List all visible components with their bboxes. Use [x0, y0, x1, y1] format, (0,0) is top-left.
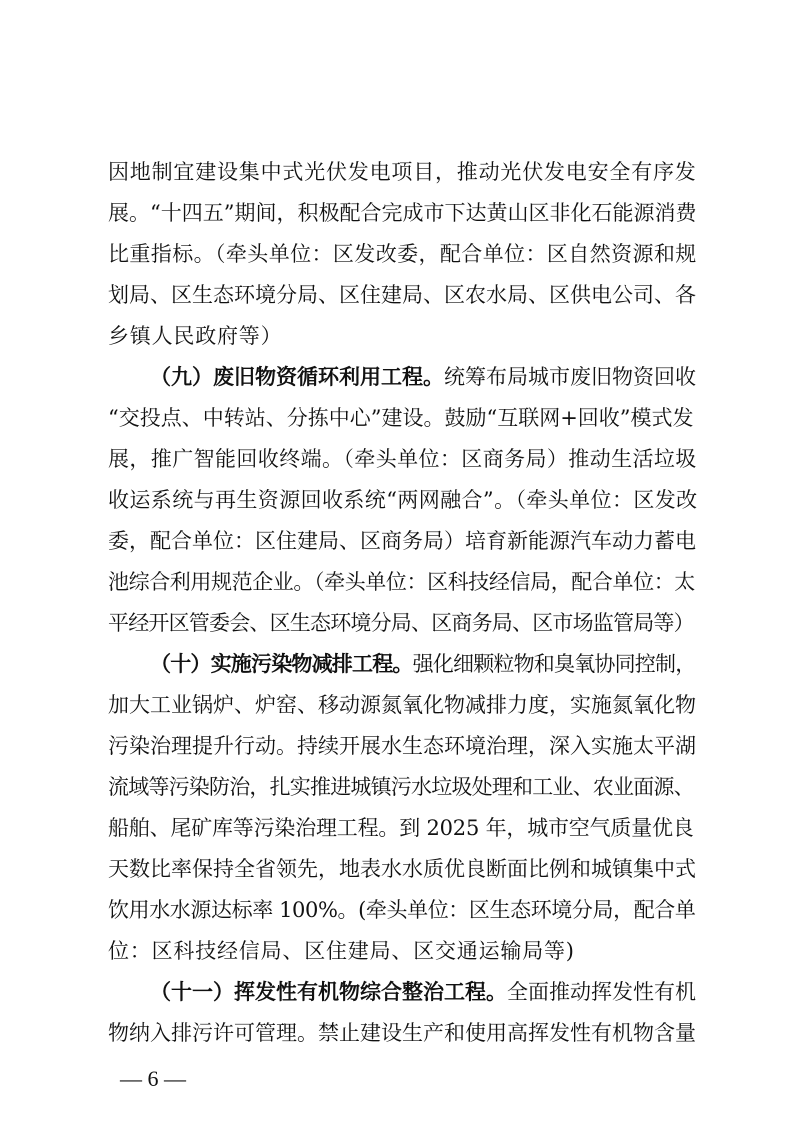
section-10-first-line	[150, 644, 698, 684]
paragraph-line: 饮用水水源达标率 100%。(牵头单位：区生态环境分局，配合单	[108, 898, 696, 922]
section-10-text: 强化细颗粒物和臭氧协同控制，	[412, 652, 696, 676]
paragraph-line: 天数比率保持全省领先，地表水水质优良断面比例和城镇集中式	[108, 857, 696, 881]
paragraph-line: 因地制宜建设集中式光伏发电项目，推动光伏发电安全有序发	[108, 160, 697, 184]
paragraph-line: 委，配合单位：区住建局、区商务局）培育新能源汽车动力蓄电	[108, 529, 696, 553]
paragraph-line: 展。“十四五”期间，积极配合完成市下达黄山区非化石能源消费	[108, 201, 697, 225]
paragraph-line: 收运系统与再生资源回收系统“两网融合”。（牵头单位：区发改	[108, 488, 698, 512]
paragraph-line: 流域等污染防治，扎实推进城镇污水垃圾处理和工业、农业面源、	[108, 775, 694, 799]
section-10-heading: （十）实施污染物减排工程。	[150, 651, 413, 676]
paragraph-line: 物纳入排污许可管理。禁止建设生产和使用高挥发性有机物含量	[108, 1021, 696, 1045]
paragraph-line: 船舶、尾矿库等污染治理工程。到 2025 年，城市空气质量优良	[108, 816, 694, 840]
section-11-heading: （十一）挥发性有机物综合整治工程。	[150, 979, 507, 1004]
paragraph-line: 加大工业锅炉、炉窑、移动源氮氧化物减排力度，实施氮氧化物	[108, 693, 696, 717]
paragraph-line: 划局、区生态环境分局、区住建局、区农水局、区供电公司、各	[108, 283, 696, 307]
paragraph-line: 平经开区管委会、区生态环境分局、区商务局、区市场监管局等）	[108, 611, 694, 635]
paragraph-line: 比重指标。（牵头单位：区发改委，配合单位：区自然资源和规	[108, 242, 697, 266]
paragraph-line: 位：区科技经信局、区住建局、区交通运输局等)	[108, 939, 575, 963]
paragraph-line: 乡镇人民政府等）	[108, 324, 283, 348]
page-number: — 6 —	[120, 1066, 186, 1091]
section-9-text: 统筹布局城市废旧物资回收	[444, 365, 696, 389]
section-9-heading: （九）废旧物资循环利用工程。	[150, 364, 444, 389]
paragraph-line: 污染治理提升行动。持续开展水生态环境治理，深入实施太平湖	[108, 734, 696, 758]
section-9-first-line	[150, 357, 698, 397]
paragraph-line: 展，推广智能回收终端。（牵头单位：区商务局）推动生活垃圾	[108, 447, 697, 471]
paragraph-line: 池综合利用规范企业。（牵头单位：区科技经信局，配合单位：太	[108, 570, 695, 594]
section-11-text: 全面推动挥发性有机	[507, 980, 696, 1004]
paragraph-line: “交投点、中转站、分拣中心”建设。鼓励“互联网+回收”模式发	[108, 406, 694, 430]
section-11-first-line	[150, 972, 698, 1012]
